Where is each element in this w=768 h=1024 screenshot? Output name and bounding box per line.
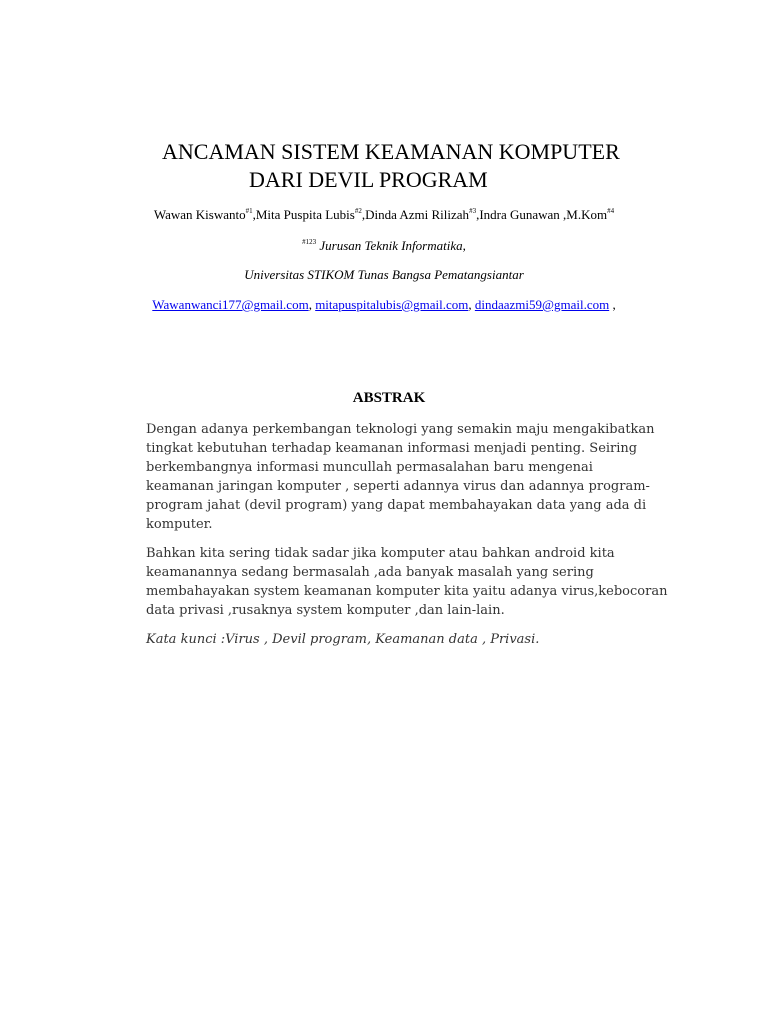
text-line: berkembangnya informasi muncullah permasalahan baru mengenai [146, 460, 593, 475]
affiliation-mark: #123 [302, 238, 317, 246]
email-list [0, 296, 768, 314]
author-name: Indra Gunawan ,M.Kom [479, 207, 608, 222]
author-mark: #3 [469, 207, 477, 215]
author-mark: #4 [607, 207, 615, 215]
abstract-paragraph-2 [146, 544, 668, 620]
abstract-body [146, 420, 668, 649]
email-link[interactable]: Wawanwanci177@gmail.com [152, 297, 309, 312]
email-separator: , [468, 297, 475, 312]
text-line: Bahkan kita sering tidak sadar jika komputer atau bahkan android kita [146, 546, 615, 561]
author-name: Dinda Azmi Rilizah [365, 207, 470, 222]
author-name: Mita Puspita Lubis [255, 207, 355, 222]
text-line: Dengan adanya perkembangan teknologi yang semakin maju mengakibatkan [146, 422, 655, 437]
author-separator: , [361, 207, 366, 222]
text-line: komputer. [146, 517, 213, 532]
author-mark: #1 [245, 207, 253, 215]
author-list [0, 206, 768, 224]
text-line: data privasi ,rusaknya system komputer ,dan lain-lain. [146, 603, 505, 618]
affiliation-dept-text: Jurusan Teknik Informatika, [316, 238, 466, 253]
paper-title-line-2: DARI DEVIL PROGRAM [249, 167, 488, 192]
abstract-heading: ABSTRAK [352, 390, 426, 406]
paper-title-line-1: ANCAMAN SISTEM KEAMANAN KOMPUTER [162, 139, 620, 164]
text-line: program jahat (devil program) yang dapat membahayakan data yang ada di [146, 498, 647, 513]
email-separator: , [308, 297, 316, 312]
email-link[interactable]: dindaazmi59@gmail.com [474, 297, 610, 312]
author-separator: , [476, 207, 480, 222]
author-separator: , [252, 207, 256, 222]
text-line: keamanan jaringan komputer , seperti adannya virus dan adannya program- [146, 479, 650, 494]
email-link[interactable]: mitapuspitalubis@gmail.com [315, 297, 469, 312]
affiliation-university: Universitas STIKOM Tunas Bangsa Pematangsiantar [244, 267, 524, 282]
abstract-paragraph-1 [146, 420, 655, 534]
author-mark: #2 [354, 207, 362, 215]
affiliation-department [0, 237, 768, 255]
text-line: tingkat kebutuhan terhadap keamanan informasi menjadi penting. Seiring [146, 441, 638, 456]
keywords-line: Kata kunci :Virus , Devil program, Keamanan data , Privasi. [146, 632, 540, 647]
email-trailing: , [609, 297, 616, 312]
text-line: membahayakan system keamanan komputer kita yaitu adanya virus,kebocoran [146, 584, 668, 599]
author-name: Wawan Kiswanto [153, 207, 246, 222]
text-line: keamanannya sedang bermasalah ,ada banyak masalah yang sering [146, 565, 594, 580]
